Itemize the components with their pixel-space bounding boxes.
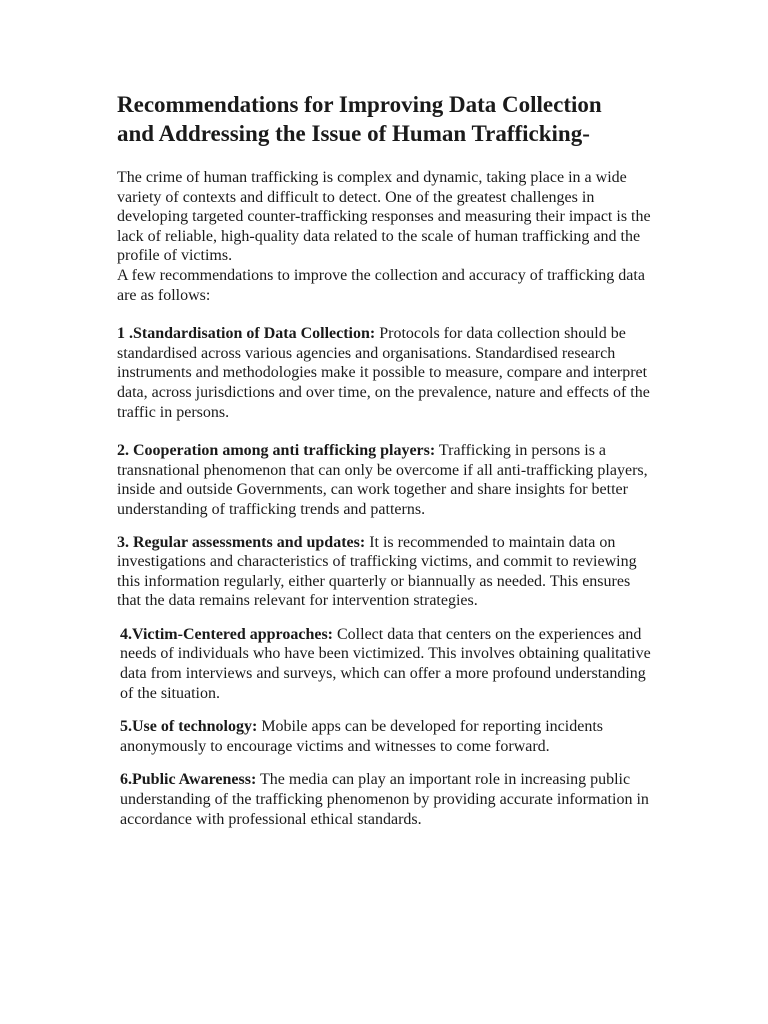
intro-section bbox=[117, 168, 657, 305]
intro-paragraph: The crime of human trafficking is complex and dynamic, taking place in a wide variety of contexts and difficult to detect. One of the greatest challenges in developing targeted counter-trafficking responses and measuring their impact is the lack of reliable, high-quality data related to the scale of human trafficking and the profile of victims. bbox=[117, 169, 651, 265]
recommendation-heading: 5.Use of technology: bbox=[120, 718, 258, 736]
recommendation-text: Collect data that centers on the experiences and needs of individuals who have been victimized. This involves obtaining qualitative data from interviews and surveys, which can offer a more profound understanding of the situation. bbox=[120, 625, 651, 702]
recommendation-item bbox=[117, 533, 657, 611]
recommendation-item bbox=[120, 717, 657, 756]
recommendation-text: The media can play an important role in increasing public understanding of the trafficking phenomenon by providing accurate information in accordance with professional ethical standards. bbox=[120, 771, 649, 828]
recommendation-item bbox=[120, 770, 657, 829]
document-title: Recommendations for Improving Data Collection and Addressing the Issue of Human Trafficking- bbox=[117, 92, 602, 146]
recommendation-text: Trafficking in persons is a transnational phenomenon that can only be overcome if all anti-trafficking players, inside and outside Governments, can work together and share insights for better understanding of trafficking trends and patterns. bbox=[117, 442, 648, 518]
recommendation-heading: 6.Public Awareness: bbox=[120, 771, 257, 789]
recommendation-text: Protocols for data collection should be standardised across various agencies and organisations. Standardised research instruments and methodologies make it possible to measure, compare and interpret data, across jurisdictions and over time, on the prevalence, nature and effects of the traffic in persons. bbox=[117, 325, 650, 421]
recommendation-heading: 3. Regular assessments and updates: bbox=[117, 533, 366, 551]
recommendation-item bbox=[117, 441, 657, 519]
recommendation-heading: 4.Victim-Centered approaches: bbox=[120, 625, 333, 643]
recommendations-list bbox=[117, 324, 657, 829]
intro-lead-in: A few recommendations to improve the collection and accuracy of trafficking data are as follows: bbox=[117, 266, 645, 304]
recommendation-text: Mobile apps can be developed for reporting incidents anonymously to encourage victims and witnesses to come forward. bbox=[120, 718, 603, 755]
recommendation-text: It is recommended to maintain data on investigations and characteristics of trafficking victims, and commit to reviewing this information regularly, either quarterly or biannually as needed. This ensures that the data remains relevant for intervention strategies. bbox=[117, 533, 637, 610]
document-page bbox=[117, 90, 657, 847]
recommendation-item bbox=[117, 324, 657, 422]
recommendation-item bbox=[120, 625, 657, 703]
recommendation-heading: 1 .Standardisation of Data Collection: bbox=[117, 325, 376, 343]
recommendation-heading: 2. Cooperation among anti trafficking players: bbox=[117, 442, 436, 460]
